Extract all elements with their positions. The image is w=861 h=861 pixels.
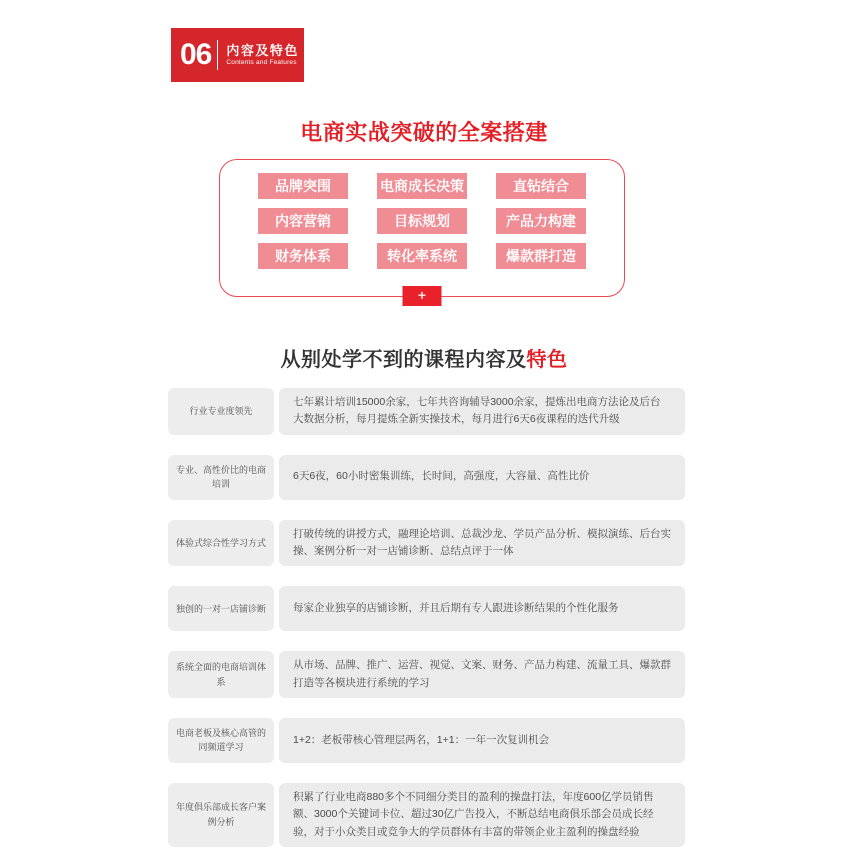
card-chip-product-power: 产品力构建 — [496, 208, 586, 234]
badge-titles — [226, 43, 299, 68]
feature-label: 体验式综合性学习方式 — [168, 520, 274, 567]
build-card-grid — [220, 160, 624, 269]
plus-connector-icon: + — [403, 286, 442, 306]
table-row — [168, 455, 685, 500]
module-title-en: Contents and Features — [226, 58, 297, 66]
feature-label: 独创的一对一店铺诊断 — [168, 586, 274, 631]
table-row — [168, 520, 685, 567]
table-row — [168, 388, 685, 435]
features-title-main: 从别处学不到的课程内容及 — [280, 349, 527, 371]
feature-content: 打破传统的讲授方式，融理论培训、总裁沙龙、学员产品分析、模拟演练、后台实操、案例分析一对一店铺诊断、总结点评于一体 — [279, 520, 685, 567]
card-chip-hot-product-group: 爆款群打造 — [496, 243, 586, 269]
build-card-box — [219, 159, 625, 303]
feature-label: 行业专业度领先 — [168, 388, 274, 435]
card-chip-goal-planning: 目标规划 — [377, 208, 467, 234]
section-build-title: 电商实战突破的全案搭建 — [300, 120, 548, 145]
module-badge — [171, 28, 304, 82]
features-title-accent: 特色 — [526, 349, 568, 371]
feature-table — [168, 388, 685, 861]
table-row — [168, 586, 685, 631]
feature-content: 6天6夜，60小时密集训练，长时间，高强度，大容量、高性比价 — [279, 455, 685, 500]
card-chip-zhitong-combine: 直钻结合 — [496, 173, 586, 199]
feature-label: 电商老板及核心高管的同频道学习 — [168, 718, 274, 763]
feature-label: 专业、高性价比的电商培训 — [168, 455, 274, 500]
feature-label: 年度俱乐部成长客户案例分析 — [168, 783, 274, 847]
table-row — [168, 718, 685, 763]
feature-content: 从市场、品牌、推广、运营、视觉、文案、财务、产品力构建、流量工具、爆款群打造等各模块进行系统的学习 — [279, 651, 685, 698]
feature-content: 积累了行业电商880多个不同细分类目的盈利的操盘打法，年度600亿学员销售额、3000个关键词卡位、超过30亿广告投入，不断总结电商俱乐部会员成长经验，对于小众类目或竞争大的学员群体有丰富的带领企业主盈利的操盘经验 — [279, 783, 685, 847]
feature-label: 系统全面的电商培训体系 — [168, 651, 274, 698]
section-features-title — [0, 343, 848, 372]
feature-content: 七年累计培训15000余家，七年共咨询辅导3000余家，提炼出电商方法论及后台大数据分析，每月提炼全新实操技术，每月进行6天6夜课程的迭代升级 — [279, 388, 685, 435]
card-chip-brand-breakout: 品牌突围 — [258, 173, 348, 199]
card-chip-content-marketing: 内容营销 — [258, 208, 348, 234]
card-chip-conversion-system: 转化率系统 — [377, 243, 467, 269]
module-title-cn: 内容及特色 — [226, 42, 299, 58]
badge-divider — [217, 40, 218, 70]
feature-content: 每家企业独享的店铺诊断，并且后期有专人跟进诊断结果的个性化服务 — [279, 586, 685, 631]
card-chip-growth-decision: 电商成长决策 — [377, 173, 467, 199]
table-row — [168, 783, 685, 847]
card-chip-finance-system: 财务体系 — [258, 243, 348, 269]
feature-content: 1+2：老板带核心管理层两名，1+1：一年一次复训机会 — [279, 718, 685, 763]
module-number: 06 — [180, 38, 212, 71]
table-row — [168, 651, 685, 698]
